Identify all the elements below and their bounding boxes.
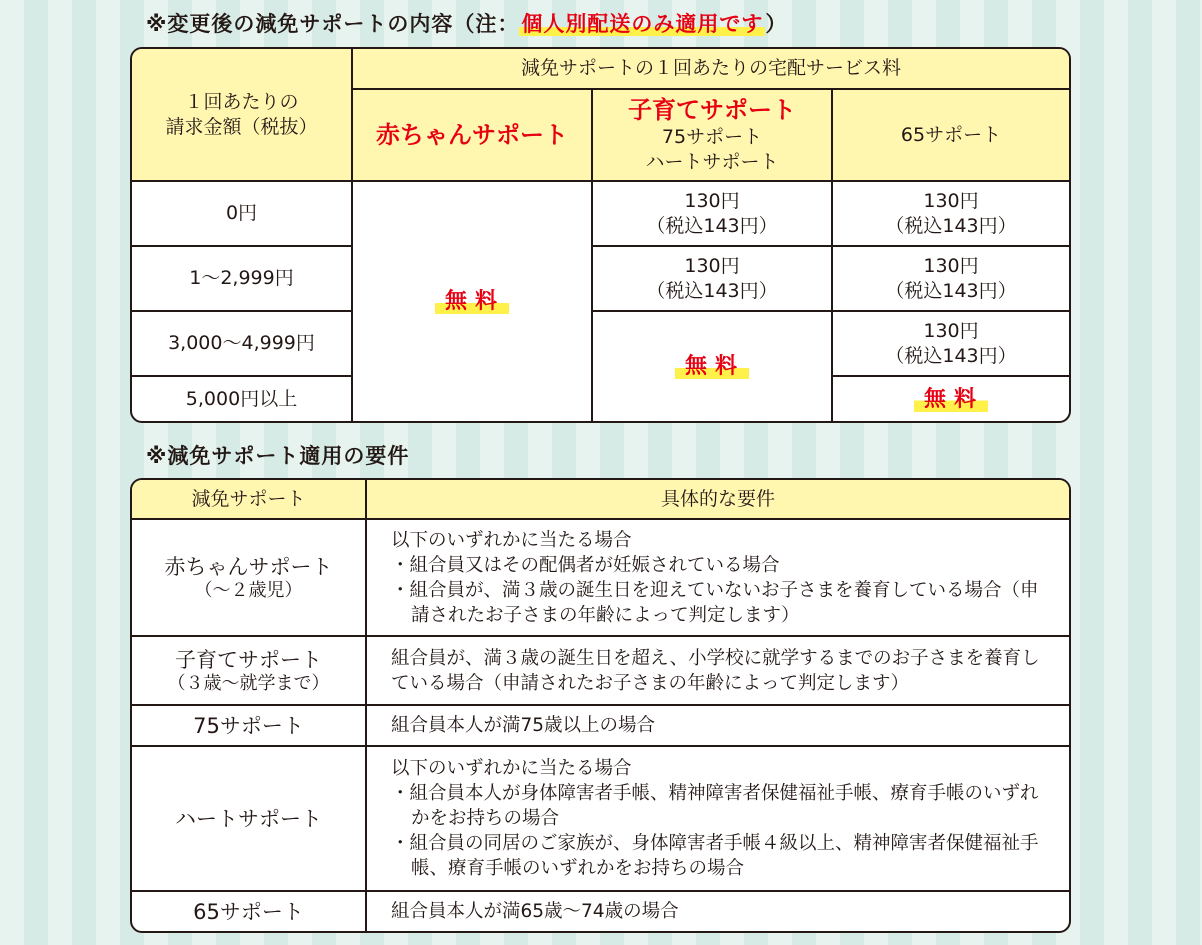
requirements-table xyxy=(130,478,1071,933)
support-name: 子育てサポート （３歳〜就学まで） xyxy=(132,637,367,704)
requirements-header-row xyxy=(132,480,1069,520)
header-support-name: 減免サポート xyxy=(132,480,367,518)
amount-cell: 0円 xyxy=(132,182,353,247)
fee-cell: 130円 （税込143円） xyxy=(833,182,1069,247)
group-header: 減免サポートの１回あたりの宅配サービス料 xyxy=(353,49,1069,90)
support-requirements: 組合員本人が満75歳以上の場合 xyxy=(391,715,656,736)
fee-cell: 130円 （税込143円） xyxy=(593,182,833,247)
amount-cell: 1〜2,999円 xyxy=(132,247,353,312)
support-name: 65サポート xyxy=(132,892,367,931)
table-row xyxy=(132,520,1069,637)
support-name: 赤ちゃんサポート （〜２歳児） xyxy=(132,520,367,635)
fee-cell: 130円 （税込143円） xyxy=(833,247,1069,312)
support-name: ハートサポート xyxy=(132,747,367,890)
support-name: 75サポート xyxy=(132,706,367,745)
fee-cell-free xyxy=(833,377,1069,421)
fee-cell: 130円 （税込143円） xyxy=(593,247,833,312)
support-requirements: 組合員本人が満65歳〜74歳の場合 xyxy=(391,901,679,922)
baby-support-fee-cell xyxy=(353,182,593,421)
fee-table xyxy=(130,47,1071,423)
table-row xyxy=(132,892,1069,931)
amount-cell: 5,000円以上 xyxy=(132,377,353,421)
requirements-heading: ※減免サポート適用の要件 xyxy=(146,444,410,468)
fee-cell: 130円 （税込143円） xyxy=(833,312,1069,377)
table-row xyxy=(132,747,1069,892)
support-requirements: 組合員が、満３歳の誕生日を超え、小学校に就学するまでのお子さまを養育している場合（申請されたお子さまの年齢によって判定します） xyxy=(391,647,1040,694)
amount-column-header: １回あたりの 請求金額（税抜） xyxy=(132,49,353,182)
free-label: 無料 xyxy=(675,354,749,379)
free-label: 無料 xyxy=(914,387,988,412)
baby-support-header: 赤ちゃんサポート xyxy=(353,90,593,182)
fee-section-heading: ※変更後の減免サポートの内容（注：個人別配送のみ適用です） xyxy=(146,12,788,36)
delivery-note: 個人別配送のみ適用です xyxy=(521,12,764,36)
amount-cell: 3,000〜4,999円 xyxy=(132,312,353,377)
table-row xyxy=(132,706,1069,747)
childcare-support-header: 子育てサポート 75サポート ハートサポート xyxy=(593,90,833,182)
free-label: 無料 xyxy=(435,289,509,314)
support-requirements: 以下のいずれかに当たる場合 ・組合員又はその配偶者が妊娠されている場合 ・組合員が、満３歳の誕生日を迎えていないお子さまを養育している場合（申請されたお子さまの年齢によって判定します） xyxy=(391,529,1039,626)
support-requirements: 以下のいずれかに当たる場合 ・組合員本人が身体障害者手帳、精神障害者保健福祉手帳、療育手帳のいずれかをお持ちの場合 ・組合員の同居のご家族が、身体障害者手帳４級以上、精神障害者保健福祉手帳、療育手帳のいずれかをお持ちの場合 xyxy=(391,758,1039,879)
fee-cell-free xyxy=(593,312,833,421)
header-requirements: 具体的な要件 xyxy=(660,487,775,510)
table-row xyxy=(132,637,1069,706)
65-support-header: 65サポート xyxy=(833,90,1069,182)
